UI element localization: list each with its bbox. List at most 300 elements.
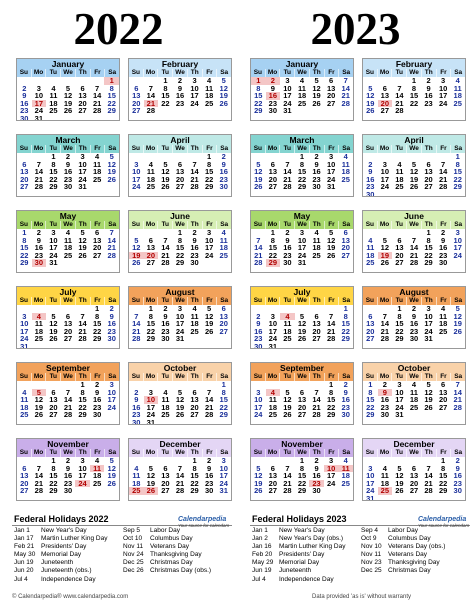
day-header: Sa — [220, 221, 229, 228]
day-cell: 2 — [207, 456, 212, 465]
day-cell: 12 — [78, 235, 87, 245]
day-cell: 3 — [36, 83, 41, 93]
day-cell: 2 — [382, 380, 387, 389]
day-header: Tu — [46, 373, 61, 381]
day-cell: 23 — [254, 334, 263, 343]
day-cell: 6 — [163, 463, 168, 473]
day-cell: 10 — [395, 387, 404, 397]
holiday-name: Labor Day — [150, 527, 180, 534]
month-name: March — [251, 135, 353, 145]
day-cell: 26 — [161, 182, 170, 191]
day-cell: 6 — [80, 83, 85, 93]
day-cell: 2 — [368, 159, 373, 169]
day-header: Tu — [280, 221, 295, 229]
day-cell: 24 — [326, 478, 336, 488]
day-cell: 20 — [20, 174, 29, 184]
day-cell: 31 — [49, 258, 58, 267]
day-cell: 1 — [455, 152, 460, 161]
day-cell: 10 — [219, 463, 228, 473]
day-header: Th — [188, 297, 203, 305]
day-cell: 5 — [148, 463, 153, 473]
day-grid — [363, 305, 465, 343]
day-cell: 13 — [49, 395, 58, 404]
day-cell: 8 — [343, 311, 348, 321]
day-headers — [363, 221, 465, 229]
day-cell: 8 — [109, 83, 114, 93]
day-cell: 27 — [63, 334, 73, 343]
day-cell: 15 — [453, 167, 462, 176]
brand-logo-2022 — [178, 516, 229, 528]
day-cell: 14 — [190, 167, 199, 176]
day-cell: 24 — [175, 326, 185, 336]
day-cell: 27 — [219, 326, 228, 336]
month-december-2023 — [362, 438, 466, 501]
holiday-row — [14, 527, 123, 535]
day-cell: 16 — [409, 319, 419, 328]
day-cell: 7 — [329, 311, 334, 321]
day-cell: 7 — [109, 228, 114, 237]
footer-copyright[interactable]: © Calendarpedia® www.calendarpedia.com — [12, 594, 129, 600]
day-cell: 10 — [424, 311, 433, 321]
day-cell: 9 — [65, 159, 71, 169]
day-cell: 24 — [34, 106, 44, 115]
day-cell: 17 — [78, 167, 87, 176]
day-cell: 14 — [395, 91, 404, 100]
day-cell: 13 — [20, 167, 29, 176]
holiday-row — [14, 543, 123, 551]
day-header: Tu — [158, 145, 173, 153]
day-header: Su — [129, 69, 144, 77]
day-cell: 4 — [65, 228, 71, 237]
day-cell: 12 — [146, 471, 156, 480]
day-cell: 3 — [22, 311, 27, 321]
day-cell: 9 — [192, 235, 197, 245]
holiday-row — [361, 551, 470, 559]
month-name: July — [251, 287, 353, 297]
day-cell: 2 — [65, 456, 71, 465]
day-cell: 28 — [175, 486, 185, 495]
day-cell: 7 — [36, 159, 41, 169]
day-cell: 29 — [438, 486, 448, 495]
day-header: Sa — [342, 145, 351, 152]
day-cell: 19 — [297, 326, 307, 336]
day-cell: 19 — [129, 252, 144, 260]
day-cell: 13 — [297, 395, 307, 404]
day-cell: 28 — [283, 182, 292, 191]
day-cell: 21 — [161, 250, 170, 260]
day-cell: 2 — [266, 77, 281, 85]
day-cell: 27 — [438, 402, 448, 412]
day-header: Sa — [108, 297, 117, 304]
day-cell: 22 — [395, 326, 404, 336]
day-cell: 7 — [314, 387, 319, 397]
month-name: December — [129, 439, 231, 449]
day-cell: 25 — [378, 487, 393, 495]
day-cell: 20 — [190, 402, 199, 412]
day-cell: 27 — [161, 486, 170, 495]
day-cell: 21 — [409, 250, 419, 260]
day-grid — [363, 77, 465, 115]
day-cell: 11 — [338, 465, 353, 473]
day-cell: 15 — [424, 243, 433, 252]
day-cell: 5 — [109, 152, 114, 161]
day-cell: 23 — [175, 98, 185, 108]
day-cell: 10 — [438, 83, 448, 93]
day-header: Th — [422, 449, 437, 457]
day-header: Fr — [203, 373, 218, 381]
holiday-row — [14, 551, 123, 559]
day-cell: 31 — [78, 182, 87, 191]
day-cell: 15 — [341, 319, 350, 328]
day-cell: 26 — [312, 98, 321, 108]
day-cell: 23 — [92, 402, 102, 412]
day-cell: 29 — [395, 334, 404, 343]
day-headers — [17, 373, 119, 381]
day-cell: 12 — [395, 471, 404, 480]
day-cell: 21 — [144, 100, 159, 108]
day-cell: 20 — [409, 478, 419, 488]
day-header: Tu — [46, 297, 61, 305]
day-cell: 12 — [34, 395, 44, 404]
day-cell: 16 — [283, 243, 292, 252]
day-cell: 18 — [190, 319, 199, 328]
holiday-name: Independence Day — [279, 575, 334, 583]
day-cell: 18 — [92, 167, 102, 176]
day-cell: 24 — [219, 478, 228, 488]
day-header: Mo — [378, 297, 393, 305]
day-header: Mo — [144, 69, 159, 77]
day-headers — [251, 297, 353, 305]
day-header: Su — [251, 221, 266, 229]
day-cell: 22 — [366, 402, 375, 412]
day-cell: 28 — [107, 250, 116, 260]
day-cell: 23 — [424, 98, 433, 108]
brand-name: Calendarpedia — [418, 516, 467, 523]
day-cell: 30 — [453, 486, 462, 495]
month-june-2023 — [362, 210, 466, 273]
holiday-row — [123, 559, 232, 567]
day-cell: 17 — [254, 402, 263, 412]
day-header: Sa — [454, 69, 463, 76]
day-cell: 25 — [146, 182, 156, 191]
day-cell: 13 — [409, 471, 419, 480]
day-cell: 6 — [270, 159, 275, 169]
day-cell: 9 — [109, 311, 114, 321]
day-cell: 1 — [221, 380, 226, 389]
day-cell: 21 — [190, 174, 199, 184]
day-cell: 20 — [378, 100, 393, 108]
day-cell: 30 — [254, 341, 263, 349]
day-cell: 10 — [107, 387, 116, 397]
day-cell: 25 — [204, 98, 214, 108]
day-cell: 22 — [297, 478, 307, 488]
day-cell: 19 — [395, 478, 404, 488]
day-header: Su — [17, 69, 32, 77]
day-cell: 12 — [366, 91, 375, 100]
day-cell: 24 — [204, 250, 214, 260]
day-header: Sa — [220, 373, 229, 380]
day-headers — [363, 449, 465, 457]
day-cell: 19 — [283, 402, 292, 412]
day-cell: 6 — [221, 304, 226, 313]
day-header: Sa — [108, 449, 117, 456]
day-cell: 4 — [299, 76, 305, 85]
day-cell: 30 — [132, 417, 141, 425]
day-header: Su — [251, 69, 266, 77]
day-cell: 9 — [95, 387, 100, 397]
day-cell: 14 — [107, 235, 116, 245]
day-cell: 26 — [219, 98, 228, 108]
day-cell: 24 — [380, 182, 390, 191]
day-cell: 15 — [49, 167, 58, 176]
day-cell: 8 — [148, 311, 153, 321]
month-name: October — [363, 363, 465, 373]
month-name: May — [17, 211, 119, 221]
day-cell: 22 — [107, 98, 116, 108]
day-header: Su — [17, 297, 32, 305]
day-cell: 30 — [283, 258, 292, 267]
day-cell: 14 — [283, 167, 292, 176]
day-header: Sa — [108, 221, 117, 228]
holiday-row — [252, 559, 361, 567]
day-cell: 28 — [409, 258, 419, 267]
day-cell: 26 — [395, 486, 404, 495]
day-cell: 29 — [107, 106, 116, 115]
day-cell: 2 — [343, 380, 348, 389]
month-august-2023 — [362, 286, 466, 349]
day-header: Fr — [437, 145, 452, 153]
month-name: June — [129, 211, 231, 221]
day-cell: 18 — [409, 395, 419, 404]
day-cell: 4 — [148, 159, 153, 169]
day-cell: 4 — [51, 83, 56, 93]
month-name: October — [129, 363, 231, 373]
day-cell: 22 — [49, 478, 58, 488]
day-cell: 26 — [78, 250, 87, 260]
day-cell: 23 — [283, 250, 292, 260]
day-cell: 14 — [326, 319, 336, 328]
day-cell: 7 — [148, 83, 153, 93]
day-cell: 9 — [314, 463, 319, 473]
day-cell: 29 — [78, 410, 87, 419]
day-cell: 1 — [51, 152, 56, 161]
day-cell: 16 — [254, 326, 263, 336]
day-cell: 28 — [254, 258, 263, 267]
day-cell: 31 — [175, 334, 185, 343]
day-cell: 19 — [312, 91, 321, 100]
holiday-row — [361, 559, 470, 567]
day-cell: 11 — [410, 387, 418, 397]
day-cell: 24 — [146, 410, 156, 419]
day-cell: 9 — [368, 167, 373, 176]
day-grid — [17, 305, 119, 349]
day-cell: 20 — [175, 174, 185, 184]
day-cell: 1 — [329, 380, 334, 389]
brand-subtitle: Your source for calendars — [178, 523, 230, 528]
day-cell: 9 — [177, 83, 183, 93]
day-cell: 25 — [438, 326, 448, 336]
day-cell: 23 — [268, 98, 278, 108]
month-april-2022 — [128, 134, 232, 197]
day-cell: 18 — [395, 174, 404, 184]
day-cell: 23 — [20, 106, 29, 115]
day-cell: 22 — [254, 98, 263, 108]
month-may-2022 — [16, 210, 120, 273]
day-cell: 7 — [382, 311, 387, 321]
day-cell: 21 — [380, 326, 390, 336]
holiday-row — [123, 567, 232, 575]
day-cell: 12 — [326, 235, 336, 245]
day-cell: 16 — [20, 98, 29, 108]
day-cell: 12 — [312, 83, 321, 93]
day-cell: 3 — [177, 304, 183, 313]
day-cell: 20 — [63, 326, 73, 336]
month-november-2023 — [250, 438, 354, 501]
day-cell: 2 — [95, 380, 100, 389]
day-header: We — [173, 297, 188, 305]
day-cell: 20 — [268, 478, 278, 488]
day-cell: 5 — [256, 463, 261, 473]
day-cell: 15 — [297, 167, 307, 176]
day-header: Tu — [158, 69, 173, 77]
day-cell: 11 — [341, 159, 350, 169]
day-header: Mo — [378, 221, 393, 229]
holiday-name: Labor Day — [388, 527, 418, 534]
day-cell: 2 — [314, 456, 319, 465]
day-cell: 4 — [343, 152, 348, 161]
day-cell: 3 — [285, 76, 290, 85]
day-cell: 26 — [283, 410, 292, 419]
day-header: Su — [17, 449, 32, 457]
day-header: Fr — [203, 297, 218, 305]
day-header: Fr — [325, 373, 340, 381]
month-october-2022 — [128, 362, 232, 425]
day-cell: 1 — [192, 456, 197, 465]
holiday-date: Nov 11 — [361, 551, 382, 559]
day-cell: 17 — [380, 174, 390, 184]
day-cell: 25 — [20, 410, 29, 419]
month-march-2023 — [250, 134, 354, 197]
day-cell: 23 — [161, 326, 170, 336]
day-headers — [129, 145, 231, 153]
month-name: January — [251, 59, 353, 69]
day-grid — [17, 229, 119, 267]
day-header: Su — [251, 449, 266, 457]
day-cell: 5 — [382, 235, 387, 245]
day-header: Sa — [220, 69, 229, 76]
day-cell: 15 — [297, 471, 307, 480]
day-cell: 6 — [314, 311, 319, 321]
day-cell: 15 — [366, 395, 375, 404]
day-cell: 15 — [326, 395, 336, 404]
day-cell: 20 — [20, 478, 29, 488]
day-cell: 27 — [268, 182, 278, 191]
day-cell: 19 — [175, 402, 185, 412]
day-cell: 10 — [190, 83, 199, 93]
day-cell: 31 — [297, 258, 307, 267]
day-header: Mo — [144, 145, 159, 153]
day-cell: 31 — [20, 341, 29, 349]
day-cell: 22 — [190, 478, 199, 488]
day-header: Th — [422, 373, 437, 381]
day-cell: 7 — [441, 159, 446, 169]
day-header: Sa — [342, 449, 351, 456]
month-july-2023 — [250, 286, 354, 349]
day-cell: 2 — [314, 152, 319, 161]
day-cell: 28 — [161, 258, 170, 267]
holiday-date: Jul 4 — [252, 575, 266, 583]
day-cell: 15 — [161, 91, 170, 100]
holiday-row — [123, 527, 232, 535]
day-cell: 1 — [299, 152, 305, 161]
day-cell: 11 — [283, 319, 292, 328]
day-header: Mo — [266, 373, 281, 381]
day-cell: 8 — [299, 159, 305, 169]
day-headers — [129, 373, 231, 381]
day-cell: 10 — [268, 319, 278, 328]
day-header: Fr — [91, 69, 106, 77]
day-cell: 23 — [312, 174, 321, 184]
day-cell: 29 — [20, 258, 29, 267]
day-cell: 22 — [326, 402, 336, 412]
day-header: We — [295, 373, 310, 381]
day-cell: 25 — [268, 410, 278, 419]
day-cell: 3 — [426, 304, 431, 313]
day-cell: 30 — [161, 334, 170, 343]
day-cell: 9 — [270, 83, 275, 93]
day-cell: 16 — [63, 167, 73, 176]
day-cell: 4 — [441, 304, 446, 313]
day-cell: 23 — [309, 480, 324, 488]
day-cell: 26 — [144, 487, 159, 495]
day-header: Th — [422, 69, 437, 77]
day-cell: 28 — [380, 334, 390, 343]
day-cell: 1 — [95, 304, 100, 313]
day-cell: 17 — [395, 395, 404, 404]
day-cell: 5 — [411, 159, 417, 169]
day-header: Fr — [325, 69, 340, 77]
day-cell: 6 — [22, 159, 27, 169]
day-cell: 13 — [366, 319, 375, 328]
day-cell: 17 — [268, 326, 278, 336]
day-cell: 14 — [92, 91, 102, 100]
day-cell: 6 — [148, 235, 153, 245]
day-cell: 13 — [395, 243, 404, 252]
day-cell: 13 — [326, 83, 336, 93]
day-cell: 12 — [204, 311, 214, 321]
day-header: Tu — [392, 449, 407, 457]
day-cell: 16 — [438, 243, 448, 252]
day-cell: 5 — [80, 228, 85, 237]
day-cell: 24 — [20, 334, 29, 343]
holiday-name: Martin Luther King Day — [41, 535, 108, 543]
day-cell: 10 — [324, 465, 339, 473]
day-cell: 7 — [285, 159, 290, 169]
day-grid — [363, 381, 465, 419]
day-cell: 26 — [107, 174, 116, 184]
day-cell: 4 — [397, 159, 402, 169]
day-cell: 13 — [132, 91, 141, 100]
brand-name: Calendarpedia — [178, 516, 227, 523]
day-cell: 27 — [409, 486, 419, 495]
day-cell: 8 — [221, 387, 226, 397]
day-cell: 18 — [341, 471, 350, 480]
day-cell: 3 — [382, 159, 387, 169]
day-cell: 10 — [283, 83, 292, 93]
day-cell: 15 — [409, 91, 419, 100]
day-cell: 3 — [148, 387, 153, 397]
day-cell: 31 — [219, 486, 228, 495]
